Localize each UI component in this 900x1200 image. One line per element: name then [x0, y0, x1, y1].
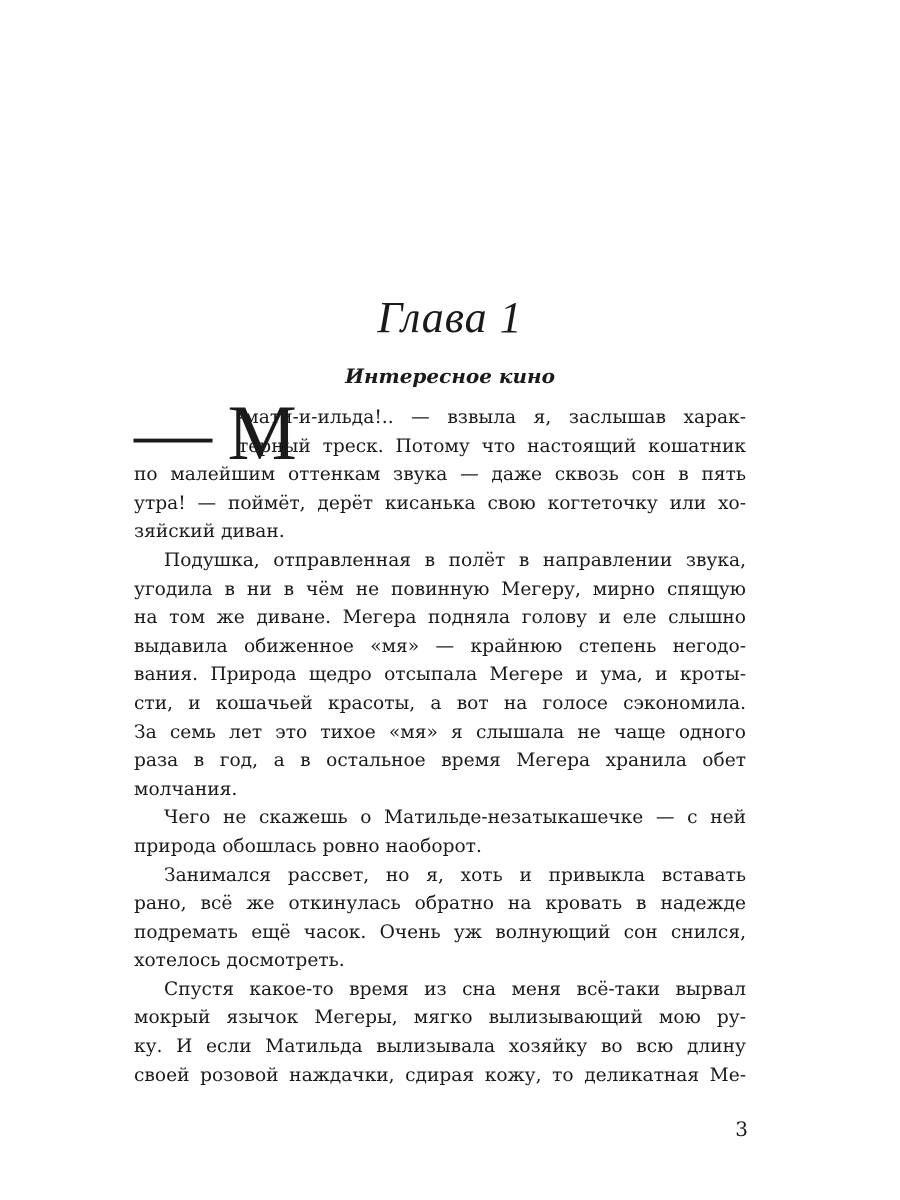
text-line: природа обошлась ровно наоборот. — [134, 835, 482, 857]
text-line: вания. Природа щедро отсыпала Мегере и ума, и кроты- — [134, 664, 746, 686]
text-line: сти, и кошачьей красоты, а вот на голосе сэкономила. — [134, 692, 746, 714]
text-line: раза в год, а в остальное время Мегера хранила обет — [134, 750, 746, 772]
text-line: -мати-и-ильда!.. — взвыла я, заслышав харак- — [238, 407, 746, 428]
text-line: Подушка, отправленная в полёт в направлении звука, — [164, 549, 746, 571]
chapter-title: Глава 1 — [377, 293, 523, 342]
text-line: Чего не скажешь о Матильде-незатыкашечке — с ней — [164, 807, 746, 829]
text-line: подремать ещё часок. Очень уж волнующий сон снился, — [134, 921, 746, 943]
text-line: зяйский диван. — [134, 521, 285, 543]
text-line: Занимался рассвет, но я, хоть и привыкла вставать — [164, 864, 746, 886]
text-line: молчания. — [134, 778, 238, 800]
text-line: мокрый язычок Мегеры, мягко вылизывающий мою ру- — [134, 1007, 746, 1029]
page-number: 3 — [735, 1117, 748, 1141]
text-line: своей розовой наждачки, сдирая кожу, то деликатная Ме- — [134, 1064, 746, 1086]
text-line: рано, всё же откинулась обратно на кровать в надежде — [134, 893, 746, 915]
text-line: утра! — поймёт, дерёт кисанька свою когтеточку или хо- — [134, 492, 746, 514]
text-line: Спустя какое-то время из сна меня всё-таки вырвал — [164, 978, 746, 1000]
text-line: выдавила обиженное «мя» — крайнюю степень негодо- — [134, 635, 746, 657]
text-line: угодила в ни в чём не повинную Мегеру, мирно спящую — [134, 578, 746, 600]
text-line: хотелось досмотреть. — [134, 950, 345, 972]
text-line: ку. И если Матильда вылизывала хозяйку во всю длину — [134, 1036, 746, 1058]
text-line: на том же диване. Мегера подняла голову и еле слышно — [134, 607, 746, 629]
chapter-subtitle: Интересное кино — [345, 364, 555, 388]
text-line: по малейшим оттенкам звука — даже сквозь сон в пять — [134, 464, 746, 486]
text-line: терный треск. Потому что настоящий кошатник — [238, 435, 746, 457]
body-text — [134, 389, 746, 1090]
drop-cap: — М — [134, 389, 295, 476]
text-line: За семь лет это тихое «мя» я слышала не чаще одного — [134, 721, 746, 743]
